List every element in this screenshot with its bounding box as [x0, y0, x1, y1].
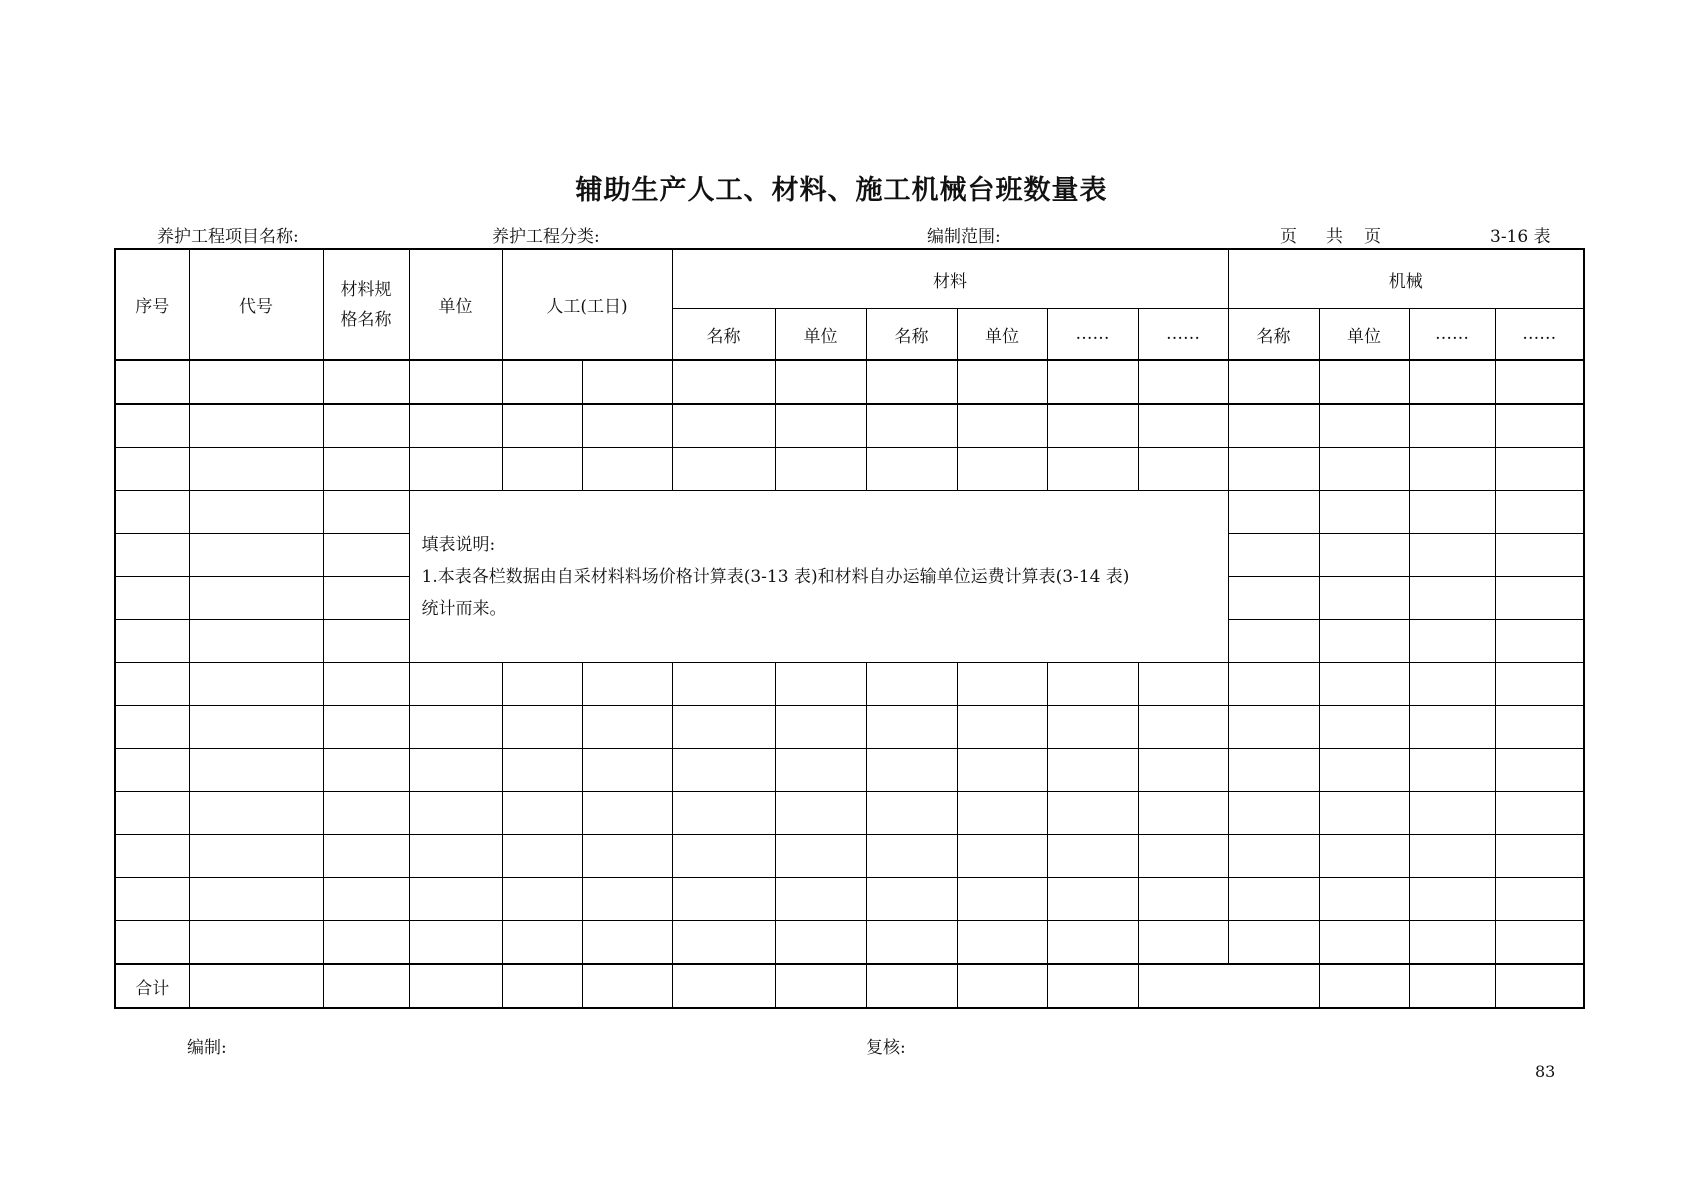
header-seq: 序号: [115, 249, 189, 360]
table-row: [115, 491, 1584, 534]
table-row: [115, 878, 1584, 921]
note-heading: 填表说明:: [421, 534, 496, 555]
header-spec: [323, 249, 409, 360]
fill-instructions-note: [409, 491, 1228, 663]
table-row: [115, 749, 1584, 792]
header-material-name-1: 名称: [672, 309, 775, 361]
header-machinery-name: 名称: [1228, 309, 1319, 361]
scope-label: 编制范围:: [927, 227, 1001, 247]
table-row: [115, 706, 1584, 749]
header-machinery-unit: 单位: [1319, 309, 1409, 361]
header-unit: 单位: [409, 249, 502, 360]
table-row: [115, 404, 1584, 448]
header-material-unit-2: 单位: [957, 309, 1047, 361]
header-spec-line1: 材料规: [340, 279, 392, 300]
header-material-unit-1: 单位: [775, 309, 866, 361]
header-spec-line2: 格名称: [340, 309, 392, 330]
table-row: [115, 792, 1584, 835]
table-code: 3-16 表: [1490, 227, 1551, 247]
header-code: 代号: [189, 249, 323, 360]
project-name-label: 养护工程项目名称:: [157, 227, 299, 247]
header-materials: 材料: [672, 249, 1228, 309]
page-label-2: 页: [1364, 227, 1381, 247]
page-title: 辅助生产人工、材料、施工机械台班数量表: [575, 175, 1108, 206]
total-label: 合计: [115, 964, 189, 1008]
table-row: [115, 360, 1584, 404]
project-type-label: 养护工程分类:: [492, 227, 600, 247]
header-machinery: 机械: [1228, 249, 1584, 309]
page-label: 页: [1280, 227, 1297, 247]
note-line-1: 1.本表各栏数据由自采材料料场价格计算表(3-13 表)和材料自办运输单位运费计算表(3-14 表): [421, 566, 1130, 587]
table-row: [115, 663, 1584, 706]
total-row: [115, 964, 1584, 1008]
reviewed-by-label: 复核:: [866, 1038, 906, 1058]
header-machinery-more-1: ……: [1409, 309, 1495, 361]
table-row: [115, 448, 1584, 491]
header-labor: 人工(工日): [502, 249, 672, 360]
table-row: [115, 835, 1584, 878]
prepared-by-label: 编制:: [187, 1038, 227, 1058]
quantity-table: [114, 248, 1585, 1009]
header-material-more-2: ……: [1138, 309, 1228, 361]
header-material-more-1: ……: [1047, 309, 1138, 361]
header-material-name-2: 名称: [866, 309, 957, 361]
total-pages-label: 共: [1326, 227, 1343, 247]
table-row: [115, 921, 1584, 965]
header-machinery-more-2: ……: [1495, 309, 1584, 361]
note-line-2: 统计而来。: [421, 598, 507, 619]
page-number: 83: [1535, 1062, 1556, 1081]
